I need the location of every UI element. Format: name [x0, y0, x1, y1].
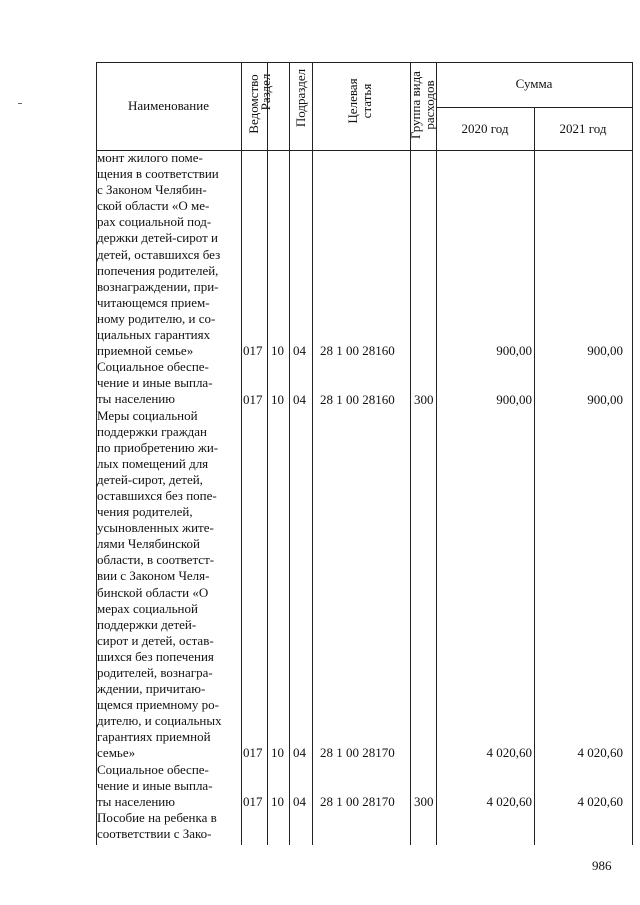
name-line: рах социальной под-	[97, 214, 212, 230]
name-line: щения в соответствии	[97, 166, 219, 182]
header-sum: Сумма	[515, 76, 553, 91]
name-line: оставшихся без попе-	[97, 487, 217, 503]
name-line: чение и иные выпла-	[97, 777, 213, 793]
name-column	[97, 150, 237, 845]
name-line: монт жилого поме-	[97, 150, 203, 165]
name-line: родителей, вознагра-	[97, 665, 213, 680]
name-line: циальных гарантиях	[97, 327, 211, 343]
name-line: ному родителю, и со-	[97, 310, 216, 326]
cell-sum-2021: 900,00	[587, 343, 623, 358]
header-group-line1: Группа вида	[408, 71, 423, 139]
cell-department: 017	[243, 343, 263, 358]
header-group-line2: расходов	[422, 80, 437, 130]
name-line: сирот и детей, остав-	[97, 632, 214, 648]
name-line: семье»	[97, 745, 136, 761]
name-block	[97, 150, 237, 359]
name-line: Социальное обеспе-	[97, 761, 209, 777]
name-line: чение и иные выпла-	[97, 375, 213, 391]
table-top-border	[96, 62, 632, 63]
name-line: Пособие на ребенка в	[97, 809, 217, 825]
header-department: Ведомство	[246, 74, 261, 134]
name-block	[97, 408, 237, 762]
name-line: вии с Законом Челя-	[97, 568, 210, 584]
col-border	[267, 62, 268, 845]
col-border	[289, 62, 290, 845]
name-line: дителю, и социальных	[97, 713, 222, 729]
col-border	[241, 62, 242, 845]
name-line: ты населению	[97, 391, 175, 407]
cell-expense-group: 300	[414, 794, 434, 809]
name-line: соответствии с Зако-	[97, 825, 212, 841]
name-line: ты населению	[97, 793, 175, 809]
name-line: приемной семье»	[97, 343, 194, 359]
name-line: детей-сирот, детей,	[97, 471, 203, 487]
name-block	[97, 810, 237, 842]
name-line: щемся приемному ро-	[97, 697, 219, 713]
name-line: Меры социальной	[97, 407, 198, 423]
cell-target-article: 28 1 00 28170	[320, 745, 395, 760]
header-name: Наименование	[128, 98, 209, 113]
name-block	[97, 762, 237, 810]
name-line: гарантиях приемной	[97, 729, 211, 745]
name-line: вознаграждении, при-	[97, 278, 219, 294]
cell-sum-2021: 900,00	[587, 392, 623, 407]
header-section: Раздел	[258, 73, 273, 111]
col-border	[436, 62, 437, 845]
col-border	[632, 62, 633, 845]
name-line: ской области «О ме-	[97, 198, 210, 214]
name-line: области, в соответст-	[97, 552, 215, 568]
cell-department: 017	[243, 794, 263, 809]
name-line: чения родителей,	[97, 504, 193, 520]
cell-sum-2020: 900,00	[496, 392, 532, 407]
name-line: бинской области «О	[97, 584, 209, 600]
name-line: держки детей-сирот и	[97, 230, 218, 246]
cell-expense-group: 300	[414, 392, 434, 407]
col-border	[312, 62, 313, 845]
name-line: читающемся прием-	[97, 294, 210, 310]
cell-target-article: 28 1 00 28160	[320, 343, 395, 358]
cell-sum-2020: 4 020,60	[486, 745, 532, 760]
name-line: попечения родителей,	[97, 262, 219, 278]
name-line: поддержки детей-	[97, 616, 197, 632]
scan-mark	[18, 103, 22, 104]
header-target-article	[346, 66, 374, 136]
header-target-line1: Целевая	[345, 78, 360, 124]
name-line: Социальное обеспе-	[97, 359, 209, 375]
name-line: лями Челябинской	[97, 536, 200, 552]
cell-section: 10	[271, 745, 284, 760]
header-target-line2: статья	[359, 83, 374, 119]
cell-section: 10	[271, 794, 284, 809]
cell-section: 10	[271, 392, 284, 407]
header-year-2020: 2020 год	[461, 121, 509, 136]
col-border	[534, 107, 535, 845]
name-line: усыновленных жите-	[97, 520, 214, 536]
name-line: детей, оставшихся без	[97, 246, 221, 262]
name-block	[97, 359, 237, 407]
header-subsection: Подраздел	[293, 68, 308, 128]
cell-subsection: 04	[293, 745, 306, 760]
cell-sum-2020: 4 020,60	[486, 794, 532, 809]
cell-sum-2021: 4 020,60	[577, 794, 623, 809]
cell-department: 017	[243, 745, 263, 760]
name-line: с Законом Челябин-	[97, 182, 207, 198]
name-line: ждении, причитаю-	[97, 681, 206, 697]
cell-subsection: 04	[293, 392, 306, 407]
cell-target-article: 28 1 00 28160	[320, 392, 395, 407]
name-line: по приобретению жи-	[97, 439, 219, 455]
header-expense-group	[409, 66, 437, 144]
page-number: 986	[592, 858, 612, 873]
cell-sum-2020: 900,00	[496, 343, 532, 358]
cell-sum-2021: 4 020,60	[577, 745, 623, 760]
header-year-2021: 2021 год	[559, 121, 607, 136]
cell-department: 017	[243, 392, 263, 407]
name-line: шихся без попечения	[97, 648, 214, 664]
cell-section: 10	[271, 343, 284, 358]
cell-target-article: 28 1 00 28170	[320, 794, 395, 809]
name-line: мерах социальной	[97, 600, 198, 616]
cell-subsection: 04	[293, 343, 306, 358]
col-border	[410, 62, 411, 845]
name-line: поддержки граждан	[97, 423, 208, 439]
cell-subsection: 04	[293, 794, 306, 809]
name-line: лых помещений для	[97, 455, 209, 471]
